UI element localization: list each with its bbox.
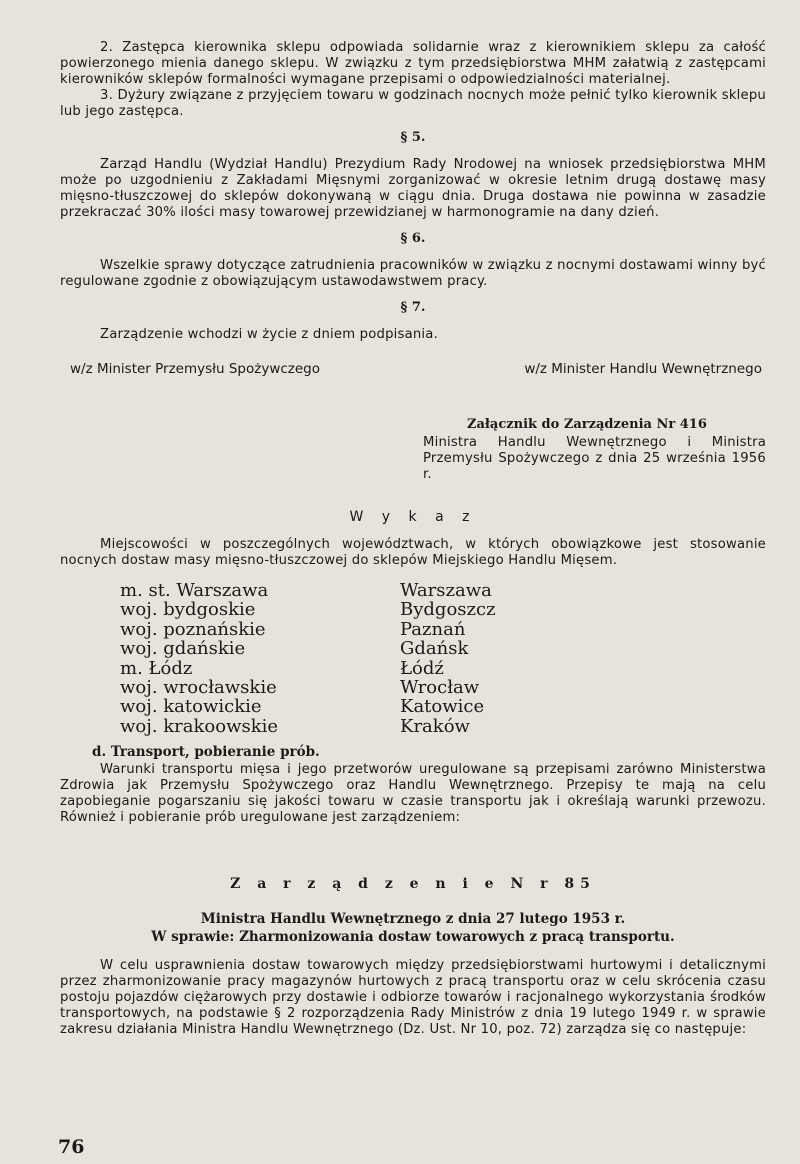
section-5-title: § 5. [400,130,426,145]
place-city: Katowice [400,696,485,718]
section-7-text: Zarządzenie wchodzi w życie z dniem podpisania. [100,327,438,342]
annex-block [423,417,766,483]
order-subtitle-date: Ministra Handlu Wewnętrznego z dnia 27 lutego 1953 r. [200,911,626,928]
section-7-title: § 7. [400,300,426,315]
order-title: Z a r z ą d z e n i e N r 85 [230,876,596,893]
wykaz-text: Miejscowości w poszczególnych województwach, w których obowiązkowe jest stosowanie nocnych dostaw masy mięsno-tłuszczowej do sklepów Miejskiego Handlu Mięsem. [60,537,766,568]
order-text: W celu usprawnienia dostaw towarowych między przedsiębiorstwami hurtowymi i detalicznymi przez zharmonizowanie pracy magazynów hurtowych z pracą transportu oraz w celu skrócenia czasu postoju pojazdów ciężarowych przy dostawie i odbiorze towarów i racjonalnego wykorzystania środków transportowych, na podstawie § 2 rozporządzenia Rady Ministrów z dnia 19 lutego 1949 r. w sprawie zakresu działania Ministra Handlu Wewnętrznego (Dz. Ust. Nr 10, poz. 72) zarządza się co następuje: [60,958,766,1038]
place-city: Kraków [400,715,470,737]
place-region: m. Łódz [120,657,193,679]
place-region: woj. gdańskie [120,638,246,660]
item-3: 3. Dyżury związane z przyjęciem towaru w godzinach nocnych może pełnić tylko kierownik sklepu lub jego zastępca. [60,88,766,119]
place-city: Gdańsk [400,638,469,660]
item-2: 2. Zastępca kierownika sklepu odpowiada solidarnie wraz z kierownikiem sklepu za całość powierzonego mienia danego sklepu. W związku z tym przedsiębiorstwa MHM załatwią z zastępcami kierowników sklepów formalności wymagane przepisami o odpowiedzialności materialnej. [60,40,766,87]
page-number: 76 [58,1136,85,1158]
signature-right: w/z Minister Handlu Wewnętrznego [524,361,762,377]
place-region: woj. wrocławskie [120,677,277,699]
place-city: Paznań [400,618,466,640]
place-region: woj. bydgoskie [120,599,256,621]
section-6-title: § 6. [400,231,426,246]
place-region: woj. krakoowskie [120,715,279,737]
section-5-text: Zarząd Handlu (Wydział Handlu) Prezydium Rady Nrodowej na wniosek przedsiębiorstwa MHM może po uzgodnieniu z Zakładami Mięsnymi zorganizować w okresie letnim drugą dostawę masy mięsno-tłuszczowej do sklepów dokonywaną w ciągu dnia. Druga dostawa nie powinna w zasadzie przekraczać 30% ilości masy towarowej przewidzianej w harmonogramie na dany dzień. [60,157,766,220]
annex-title: Załącznik do Zarządzenia Nr 416 [467,417,707,432]
place-city: Bydgoszcz [400,599,496,621]
section-6-text: Wszelkie sprawy dotyczące zatrudnienia pracowników w związku z nocnymi dostawami winny być regulowane zgodnie z obowiązującym ustawodawstwem pracy. [60,258,766,289]
places-list [120,581,766,736]
wykaz-title: W y k a z [349,509,477,525]
place-region: m. st. Warszawa [120,580,269,601]
place-city: Łódź [400,657,444,679]
place-city: Wrocław [400,677,480,699]
place-region: woj. poznańskie [120,618,266,640]
paragraph-2-3 [60,40,766,120]
annex-text: Ministra Handlu Wewnętrznego i Ministra Przemysłu Spożywczego z dnia 25 września 1956 r. [423,435,766,482]
place-city: Warszawa [400,580,492,601]
signature-left: w/z Minister Przemysłu Spożywczego [70,361,321,377]
signatures [60,361,766,377]
transport-heading: d. Transport, pobieranie prób. [92,744,320,761]
order-subtitle-subject: W sprawie: Zharmonizowania dostaw towarowych z pracą transportu. [151,929,675,946]
transport-text: Warunki transportu mięsa i jego przetworów uregulowane są przepisami zarówno Ministerstwa Zdrowia jak Przemysłu Spożywczego oraz Handlu Wewnętrznego. Przepisy te mają na celu zapobieganie pogarszaniu się jakości towaru w czasie transportu jak i określają warunki przewozu. Również i pobieranie prób uregulowane jest zarządzeniem: [60,762,766,826]
place-region: woj. katowickie [120,696,262,718]
